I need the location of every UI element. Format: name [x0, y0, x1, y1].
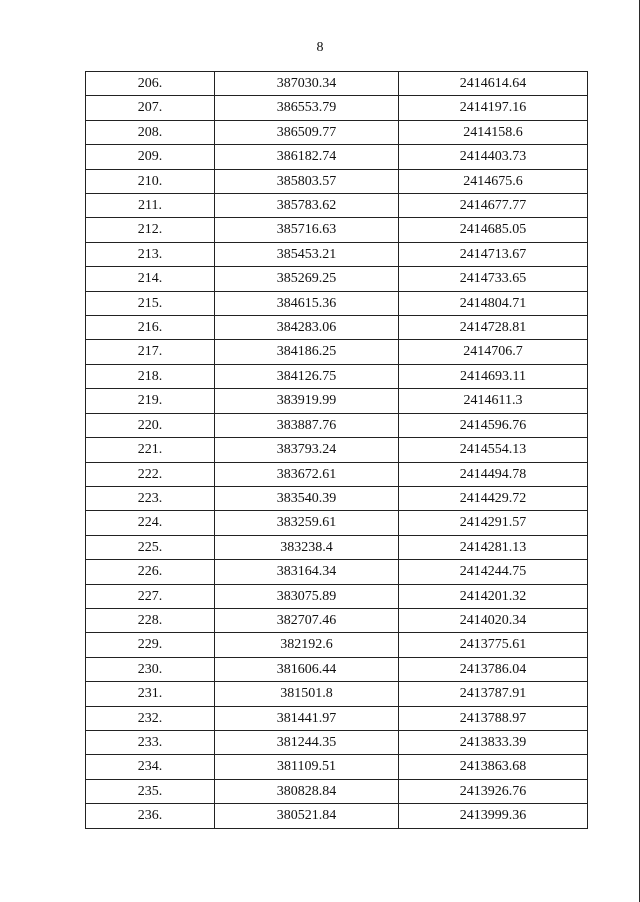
- point-number-cell: 209.: [86, 145, 215, 169]
- x-coordinate-cell: 383540.39: [215, 486, 399, 510]
- table-row: [86, 291, 588, 315]
- y-coordinate-cell: 2414197.16: [399, 96, 588, 120]
- point-number-cell: 234.: [86, 755, 215, 779]
- table-row: [86, 730, 588, 754]
- point-number-cell: 214.: [86, 267, 215, 291]
- point-number-cell: 216.: [86, 316, 215, 340]
- x-coordinate-cell: 386553.79: [215, 96, 399, 120]
- y-coordinate-cell: 2414201.32: [399, 584, 588, 608]
- x-coordinate-cell: 387030.34: [215, 72, 399, 96]
- y-coordinate-cell: 2413833.39: [399, 730, 588, 754]
- table-row: [86, 169, 588, 193]
- x-coordinate-cell: 383238.4: [215, 535, 399, 559]
- point-number-cell: 211.: [86, 194, 215, 218]
- y-coordinate-cell: 2414158.6: [399, 120, 588, 144]
- point-number-cell: 217.: [86, 340, 215, 364]
- table-row: [86, 560, 588, 584]
- table-row: [86, 340, 588, 364]
- y-coordinate-cell: 2414675.6: [399, 169, 588, 193]
- x-coordinate-cell: 380828.84: [215, 779, 399, 803]
- table-row: [86, 218, 588, 242]
- point-number-cell: 212.: [86, 218, 215, 242]
- table-row: [86, 145, 588, 169]
- table-row: [86, 389, 588, 413]
- x-coordinate-cell: 383887.76: [215, 413, 399, 437]
- y-coordinate-cell: 2413788.97: [399, 706, 588, 730]
- y-coordinate-cell: 2414677.77: [399, 194, 588, 218]
- point-number-cell: 226.: [86, 560, 215, 584]
- x-coordinate-cell: 384126.75: [215, 364, 399, 388]
- table-row: [86, 804, 588, 828]
- page-number: 8: [316, 40, 324, 55]
- x-coordinate-cell: 382192.6: [215, 633, 399, 657]
- table-row: [86, 511, 588, 535]
- y-coordinate-cell: 2413863.68: [399, 755, 588, 779]
- point-number-cell: 220.: [86, 413, 215, 437]
- point-number-cell: 222.: [86, 462, 215, 486]
- y-coordinate-cell: 2414281.13: [399, 535, 588, 559]
- point-number-cell: 221.: [86, 438, 215, 462]
- x-coordinate-cell: 383919.99: [215, 389, 399, 413]
- y-coordinate-cell: 2413787.91: [399, 682, 588, 706]
- point-number-cell: 233.: [86, 730, 215, 754]
- table-row: [86, 364, 588, 388]
- table-row: [86, 535, 588, 559]
- table-row: [86, 706, 588, 730]
- table-row: [86, 633, 588, 657]
- x-coordinate-cell: 384186.25: [215, 340, 399, 364]
- y-coordinate-cell: 2414429.72: [399, 486, 588, 510]
- point-number-cell: 213.: [86, 242, 215, 266]
- point-number-cell: 215.: [86, 291, 215, 315]
- x-coordinate-cell: 383075.89: [215, 584, 399, 608]
- y-coordinate-cell: 2414403.73: [399, 145, 588, 169]
- y-coordinate-cell: 2414706.7: [399, 340, 588, 364]
- y-coordinate-cell: 2414020.34: [399, 608, 588, 632]
- table-row: [86, 584, 588, 608]
- table-row: [86, 462, 588, 486]
- table-row: [86, 438, 588, 462]
- point-number-cell: 208.: [86, 120, 215, 144]
- coordinates-table: [85, 71, 588, 829]
- point-number-cell: 230.: [86, 657, 215, 681]
- y-coordinate-cell: 2413775.61: [399, 633, 588, 657]
- point-number-cell: 206.: [86, 72, 215, 96]
- table-row: [86, 194, 588, 218]
- x-coordinate-cell: 383164.34: [215, 560, 399, 584]
- table-row: [86, 779, 588, 803]
- x-coordinate-cell: 381109.51: [215, 755, 399, 779]
- point-number-cell: 225.: [86, 535, 215, 559]
- point-number-cell: 231.: [86, 682, 215, 706]
- x-coordinate-cell: 384283.06: [215, 316, 399, 340]
- x-coordinate-cell: 381606.44: [215, 657, 399, 681]
- x-coordinate-cell: 386182.74: [215, 145, 399, 169]
- table-row: [86, 657, 588, 681]
- x-coordinate-cell: 384615.36: [215, 291, 399, 315]
- x-coordinate-cell: 385269.25: [215, 267, 399, 291]
- table-row: [86, 267, 588, 291]
- point-number-cell: 219.: [86, 389, 215, 413]
- coordinates-table-body: [86, 72, 588, 829]
- y-coordinate-cell: 2414554.13: [399, 438, 588, 462]
- point-number-cell: 232.: [86, 706, 215, 730]
- x-coordinate-cell: 386509.77: [215, 120, 399, 144]
- x-coordinate-cell: 385803.57: [215, 169, 399, 193]
- x-coordinate-cell: 383672.61: [215, 462, 399, 486]
- point-number-cell: 235.: [86, 779, 215, 803]
- table-row: [86, 486, 588, 510]
- y-coordinate-cell: 2414291.57: [399, 511, 588, 535]
- y-coordinate-cell: 2414713.67: [399, 242, 588, 266]
- x-coordinate-cell: 383793.24: [215, 438, 399, 462]
- x-coordinate-cell: 385716.63: [215, 218, 399, 242]
- y-coordinate-cell: 2414244.75: [399, 560, 588, 584]
- y-coordinate-cell: 2414733.65: [399, 267, 588, 291]
- table-row: [86, 242, 588, 266]
- table-row: [86, 608, 588, 632]
- table-row: [86, 682, 588, 706]
- x-coordinate-cell: 381441.97: [215, 706, 399, 730]
- point-number-cell: 228.: [86, 608, 215, 632]
- y-coordinate-cell: 2414685.05: [399, 218, 588, 242]
- y-coordinate-cell: 2414494.78: [399, 462, 588, 486]
- y-coordinate-cell: 2413786.04: [399, 657, 588, 681]
- point-number-cell: 223.: [86, 486, 215, 510]
- table-row: [86, 96, 588, 120]
- y-coordinate-cell: 2414596.76: [399, 413, 588, 437]
- x-coordinate-cell: 382707.46: [215, 608, 399, 632]
- table-row: [86, 316, 588, 340]
- y-coordinate-cell: 2414728.81: [399, 316, 588, 340]
- table-row: [86, 755, 588, 779]
- x-coordinate-cell: 383259.61: [215, 511, 399, 535]
- y-coordinate-cell: 2414804.71: [399, 291, 588, 315]
- x-coordinate-cell: 381244.35: [215, 730, 399, 754]
- point-number-cell: 207.: [86, 96, 215, 120]
- point-number-cell: 227.: [86, 584, 215, 608]
- x-coordinate-cell: 385783.62: [215, 194, 399, 218]
- point-number-cell: 210.: [86, 169, 215, 193]
- point-number-cell: 229.: [86, 633, 215, 657]
- x-coordinate-cell: 381501.8: [215, 682, 399, 706]
- x-coordinate-cell: 380521.84: [215, 804, 399, 828]
- x-coordinate-cell: 385453.21: [215, 242, 399, 266]
- point-number-cell: 218.: [86, 364, 215, 388]
- table-row: [86, 72, 588, 96]
- point-number-cell: 224.: [86, 511, 215, 535]
- point-number-cell: 236.: [86, 804, 215, 828]
- y-coordinate-cell: 2414693.11: [399, 364, 588, 388]
- y-coordinate-cell: 2414614.64: [399, 72, 588, 96]
- y-coordinate-cell: 2413999.36: [399, 804, 588, 828]
- table-row: [86, 413, 588, 437]
- y-coordinate-cell: 2414611.3: [399, 389, 588, 413]
- table-row: [86, 120, 588, 144]
- y-coordinate-cell: 2413926.76: [399, 779, 588, 803]
